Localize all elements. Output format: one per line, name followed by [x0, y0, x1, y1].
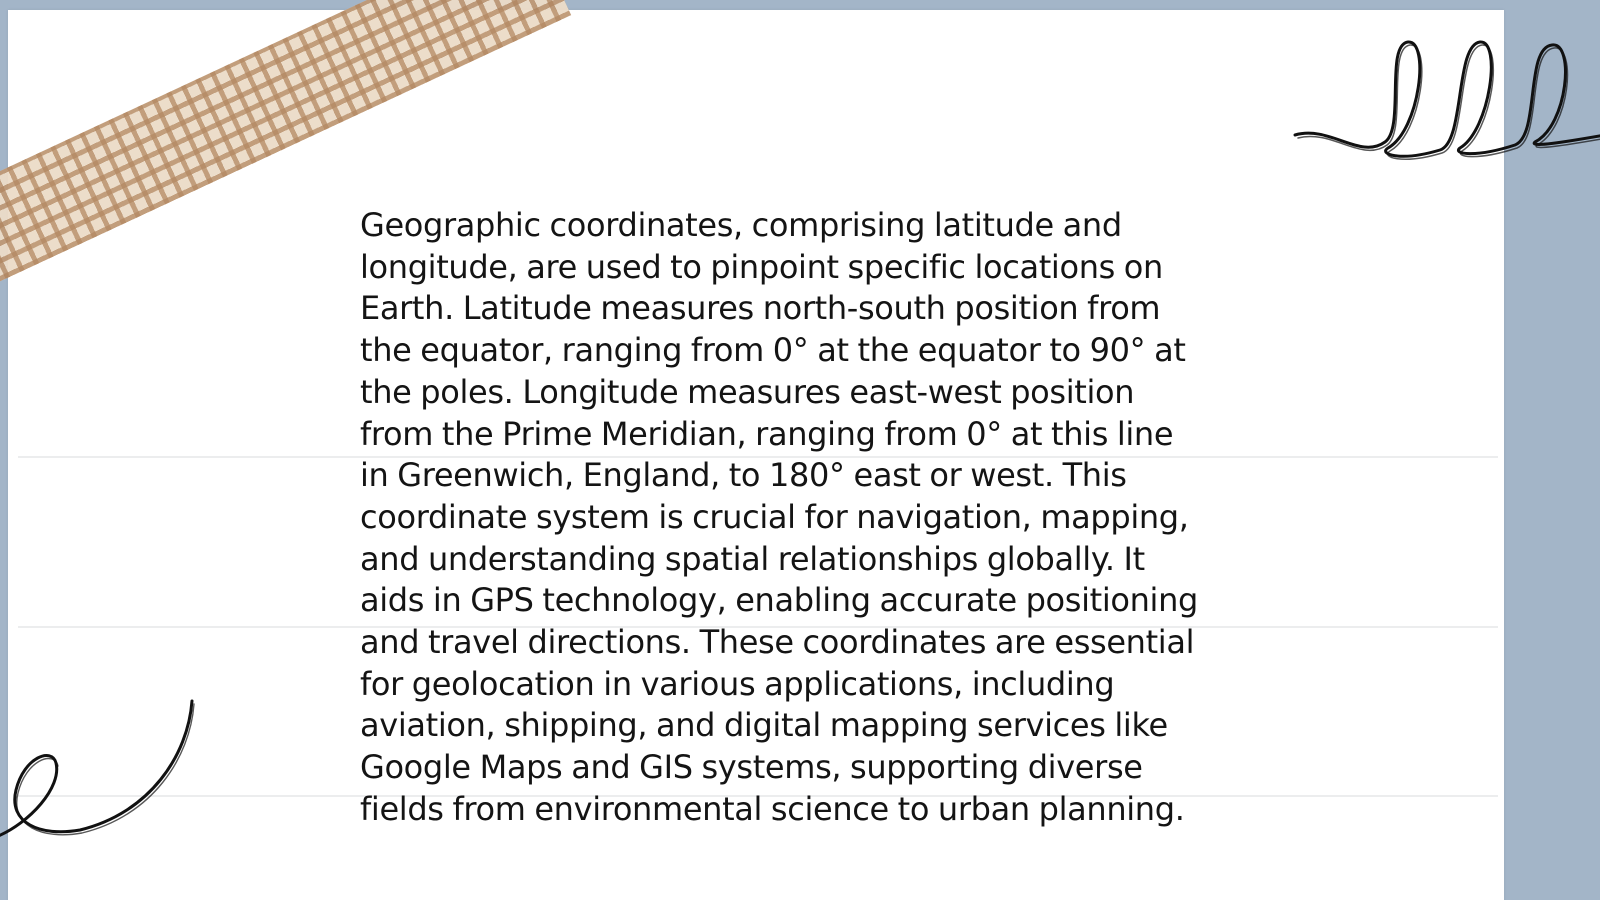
body-paragraph: Geographic coordinates, comprising latitude and longitude, are used to pinpoint specific locations on Earth. Latitude measures north-south position from the equator, ranging from 0° at the equator to 90° at the poles. Longitude measures east-west position from the Prime Meridian, ranging from 0° at this line in Greenwich, England, to 180° east or west. This coordinate system is crucial for navigation, mapping, and understanding spatial relationships globally. It aids in GPS technology, enabling accurate positioning and travel directions. These coordinates are essential for geolocation in various applications, including aviation, shipping, and digital mapping services like Google Maps and GIS systems, supporting diverse fields from environmental science to urban planning. — [360, 206, 1198, 828]
loop-scribble-icon — [1290, 30, 1600, 170]
swoosh-scribble-icon — [0, 695, 210, 855]
